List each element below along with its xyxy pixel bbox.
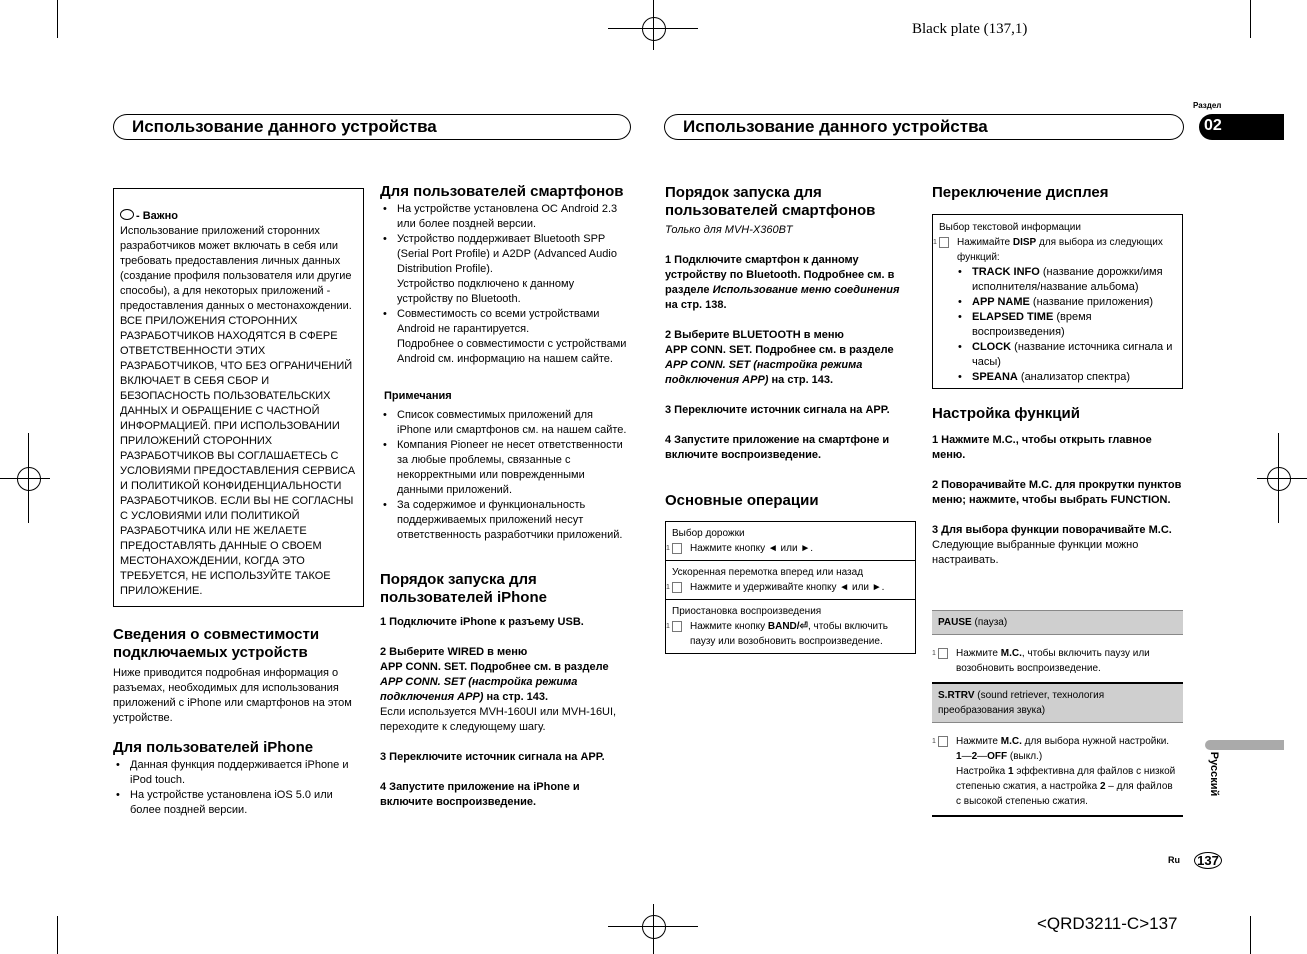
footer-code: <QRD3211-C>137 (1037, 914, 1178, 933)
step-item (932, 433, 1182, 463)
text-run: Нажмите (956, 736, 1001, 747)
important-text: Использование приложений сторонних разработчиков может включать в себя или требовать предоставления личных данных (создание профиля пользователя или другие способы), а для некоторых приложений - предоставления данных о местонахождении. (120, 225, 352, 312)
text-run: TRACK INFO (972, 266, 1040, 278)
list-item (955, 370, 1176, 385)
operation-step-text (690, 543, 813, 554)
section-tab (1199, 114, 1284, 140)
crop-mark (1250, 916, 1251, 954)
text-run: PAUSE (938, 617, 972, 628)
text-run: 4 Запустите приложение на смартфоне и включите воспроизведение. (665, 434, 890, 461)
function-description (932, 723, 1183, 815)
crop-mark (57, 0, 58, 38)
language-tab (1205, 740, 1284, 750)
text-run: (время воспроизведения) (972, 311, 1092, 338)
step-number-icon: 1 (938, 648, 948, 659)
operation-row (666, 600, 915, 653)
step-number-icon: 1 (938, 736, 948, 747)
operation-step (666, 580, 909, 595)
registration-mark (642, 915, 666, 939)
text-run: 1 Подключите iPhone к разъему USB. (380, 616, 584, 628)
function-name-row (932, 610, 1183, 635)
display-heading: Переключение дисплея (932, 184, 1109, 201)
step-number-icon: 1 (939, 237, 949, 248)
smartphone-users-heading: Для пользователей смартфонов (380, 183, 624, 200)
text-run: 2 Выберите WIRED в меню APP CONN. SET. Подробнее см. в разделе (380, 646, 609, 673)
text-run: CLOCK (972, 341, 1012, 353)
smartphone-launch-steps (665, 253, 915, 478)
list-item: • Компания Pioneer не несет ответственности за любые проблемы, связанные с некорректными или поврежденными данными приложений. (380, 438, 630, 498)
text-run: , чтобы включить паузу или возобновить воспроизведение. (956, 648, 1150, 674)
step-number-icon: 1 (672, 543, 682, 554)
iphone-launch-steps (380, 615, 630, 825)
list-item: • Данная функция поддерживается iPhone и iPod touch. (113, 758, 363, 788)
step-item (932, 523, 1182, 568)
step-number-icon: 1 (672, 621, 682, 632)
text-run: — (961, 751, 972, 762)
function-description (932, 635, 1183, 682)
step-item (380, 780, 630, 810)
text-run: 3 Переключите источник сигнала на APP. (665, 404, 890, 416)
important-label: Важно (142, 210, 178, 222)
operation-step (666, 619, 909, 649)
text-run: эффективна для файлов с низкой степенью сжатия, а настройка (956, 766, 1176, 792)
step-number-icon: 1 (672, 582, 682, 593)
section-number: 02 (1204, 117, 1222, 134)
text-run: на стр. 143. (486, 691, 549, 703)
important-box (113, 188, 364, 607)
list-item: • Список совместимых приложений для iPhone или смартфонов см. на нашем сайте. (380, 408, 630, 438)
step-item (665, 328, 915, 388)
registration-mark (1267, 467, 1291, 491)
text-run: (пауза) (971, 617, 1008, 628)
iphone-launch-heading: Порядок запуска для пользователей iPhone (380, 571, 547, 606)
smartphone-launch-heading: Порядок запуска для пользователей смартфонов (665, 184, 876, 219)
step-item (380, 750, 630, 765)
important-heading: - Важно (120, 194, 357, 224)
text-run: Нажмите кнопку (690, 621, 768, 632)
text-run: (выкл.) Настройка (956, 751, 1043, 777)
compat-body: Ниже приводится подробная информация о разъемах, необходимых для использования приложений с iPhone или смартфонов на этом устройстве. (113, 667, 352, 724)
header-title-left: Использование данного устройства (113, 114, 631, 140)
text-run: Нажмите (956, 648, 1001, 659)
iphone-users-heading: Для пользователей iPhone (113, 739, 314, 756)
text-run: на стр. 138. (665, 299, 727, 311)
step-item (665, 433, 915, 463)
text-run: APP NAME (972, 296, 1030, 308)
text-run: (название дорожки/имя исполнителя/название альбома) (972, 266, 1163, 293)
crop-mark (57, 916, 58, 954)
functions-heading: Настройка функций (932, 405, 1080, 422)
display-step (957, 237, 1163, 263)
text-run: 2 Выберите BLUETOOTH в меню APP CONN. SET. Подробнее см. в разделе (665, 329, 894, 356)
text-run: Нажмите и удерживайте кнопку ◄ или ►. (690, 582, 885, 593)
text-run: Нажимайте (957, 237, 1013, 248)
text-run: DISP (1012, 237, 1037, 248)
list-item: • Совместимость со всеми устройствами Android не гарантируется. Подробнее о совместимости с устройствами Android см. информацию на нашем сайте. (380, 307, 630, 367)
notes-heading: Примечания (384, 390, 452, 402)
text-run: 2 Поворачивайте M.C. для прокрутки пунктов меню; нажмите, чтобы выбрать FUNCTION. (932, 479, 1182, 506)
text-run: 3 Для выбора функции поворачивайте M.C. (932, 524, 1172, 536)
text-run: Использование меню соединения (712, 284, 900, 296)
text-run: S.RTRV (938, 690, 975, 701)
text-run: 2 (971, 751, 978, 762)
function-name-row (932, 682, 1183, 723)
page-number: 137 (1194, 852, 1222, 869)
basic-ops-table (665, 521, 916, 654)
text-run: Если используется MVH-160UI или MVH-16UI, переходите к следующему шагу. (380, 706, 617, 733)
text-run: 1 Подключите смартфон к данному устройству по Bluetooth. Подробнее см. в разделе (665, 254, 895, 296)
display-options (939, 265, 1176, 385)
smartphone-users-list (380, 202, 630, 367)
plate-label: Black plate (137,1) (912, 21, 1028, 37)
text-run: Нажмите кнопку ◄ или ►. (690, 543, 814, 554)
iphone-users-list (113, 758, 363, 818)
display-box-title: Выбор текстовой информации (939, 222, 1081, 233)
functions-table (932, 610, 1183, 817)
list-item (955, 265, 1176, 295)
text-run: для выбора нужной настройки. (1024, 736, 1170, 747)
text-run: – для файлов с высокой степенью сжатия. (956, 781, 1173, 807)
operation-title: Приостановка воспроизведения (672, 606, 822, 617)
text-run: APP CONN. SET (настройка режима подключения APP) (380, 676, 578, 703)
operation-step-text (690, 621, 888, 647)
step-item (665, 253, 915, 313)
text-run: для выбора из следующих функций: (957, 237, 1163, 263)
text-run: OFF (987, 751, 1008, 762)
text-run: , чтобы включить паузу или возобновить воспроизведение. (690, 621, 888, 647)
text-run: APP CONN. SET (настройка режима подключения APP) (665, 359, 863, 386)
text-run: Следующие выбранные функции можно настраивать. (932, 539, 1139, 566)
header-title-right: Использование данного устройства (664, 114, 1184, 140)
page-lang: Ru (1168, 855, 1180, 865)
step-item (380, 615, 630, 630)
operation-row (666, 561, 915, 600)
section-label: Раздел (1193, 101, 1222, 110)
text-run: 4 Запустите приложение на iPhone и включите воспроизведение. (380, 781, 580, 808)
language-label: Русский (1208, 751, 1221, 797)
text-run: M.C. (1000, 648, 1022, 659)
operation-step-text (690, 582, 884, 593)
important-icon (120, 209, 134, 220)
list-item: • На устройстве установлена iOS 5.0 или более поздней версии. (113, 788, 363, 818)
text-run: 2 (1099, 781, 1106, 792)
operation-row (666, 522, 915, 561)
list-item (955, 340, 1176, 370)
display-box (932, 214, 1183, 389)
compat-heading: Сведения о совместимости подключаемых устройств (113, 626, 320, 661)
step-item (380, 645, 630, 735)
list-item: • На устройстве установлена ОС Android 2.3 или более поздней версии. (380, 202, 630, 232)
text-run: 1 (1008, 766, 1014, 777)
text-run: ELAPSED TIME (972, 311, 1054, 323)
text-run: 1 (956, 751, 962, 762)
text-run: (анализатор спектра) (1017, 371, 1131, 383)
operation-step (666, 541, 909, 556)
text-run: (название приложения) (1029, 296, 1154, 308)
operation-title: Выбор дорожки (672, 528, 745, 539)
basic-ops-heading: Основные операции (665, 492, 819, 509)
text-run: (sound retriever, технология преобразования звука) (938, 690, 1105, 716)
text-run: (название источника сигнала и часы) (972, 341, 1173, 368)
text-run: — (977, 751, 988, 762)
registration-mark (17, 467, 41, 491)
text-run: 1 Нажмите M.C., чтобы открыть главное меню. (932, 434, 1152, 461)
step-item (932, 478, 1182, 508)
list-item (955, 310, 1176, 340)
operation-title: Ускоренная перемотка вперед или назад (672, 567, 864, 578)
functions-steps (932, 433, 1182, 583)
step-item (665, 403, 915, 418)
text-run: M.C. (1000, 736, 1022, 747)
list-item: • За содержимое и функциональность поддерживаемых приложений несут ответственность разработчики приложений. (380, 498, 630, 543)
important-warning: ВСЕ ПРИЛОЖЕНИЯ СТОРОННИХ РАЗРАБОТЧИКОВ НАХОДЯТСЯ В СФЕРЕ ОТВЕТСТВЕННОСТИ ЭТИХ РАЗРАБОТЧИКОВ, ЧТО БЕЗ ОГРАНИЧЕНИЙ ВКЛЮЧАЕТ В СЕБЯ СБОР И БЕЗОПАСНОСТЬ ПОЛЬЗОВАТЕЛЬСКИХ ДАННЫХ И ОБРАЩЕНИЕ С ЧАСТНОЙ ИНФОРМАЦИЕЙ. ПРИ ИСПОЛЬЗОВАНИИ ПРИЛОЖЕНИЙ СТОРОННИХ РАЗРАБОТЧИКОВ ВЫ СОГЛАШАЕТЕСЬ С УСЛОВИЯМИ ПРЕДОСТАВЛЕНИЯ СЕРВИСА И ПОЛИТИКОЙ КОНФИДЕНЦИАЛЬНОСТИ РАЗРАБОТЧИКОВ. ЕСЛИ ВЫ НЕ СОГЛАСНЫ С УСЛОВИЯМИ ИЛИ ПОЛИТИКОЙ РАЗРАБОТЧИКА ИЛИ НЕ ЖЕЛАЕТЕ ПРЕДОСТАВЛЯТЬ ДАННЫЕ О СВОЕМ МЕСТОНАХОЖДЕНИИ, КОГДА ЭТО ТРЕБУЕТСЯ, НЕ ИСПОЛЬЗУЙТЕ ТАКОЕ ПРИЛОЖЕНИЕ. (120, 315, 356, 597)
text-run: SPEANA (972, 371, 1018, 383)
text-run: 3 Переключите источник сигнала на APP. (380, 751, 605, 763)
list-item (955, 295, 1176, 310)
smartphone-launch-subtitle: Только для MVH-X360BT (665, 224, 793, 236)
list-item: • Устройство поддерживает Bluetooth SPP (Serial Port Profile) и A2DP (Advanced Audio Distribution Profile). Устройство подключено к данному устройству по Bluetooth. (380, 232, 630, 307)
text-run: на стр. 143. (768, 374, 834, 386)
text-run: BAND/⏎ (767, 621, 808, 632)
notes-list (380, 408, 630, 543)
registration-mark (642, 17, 666, 41)
crop-mark (1250, 0, 1251, 38)
